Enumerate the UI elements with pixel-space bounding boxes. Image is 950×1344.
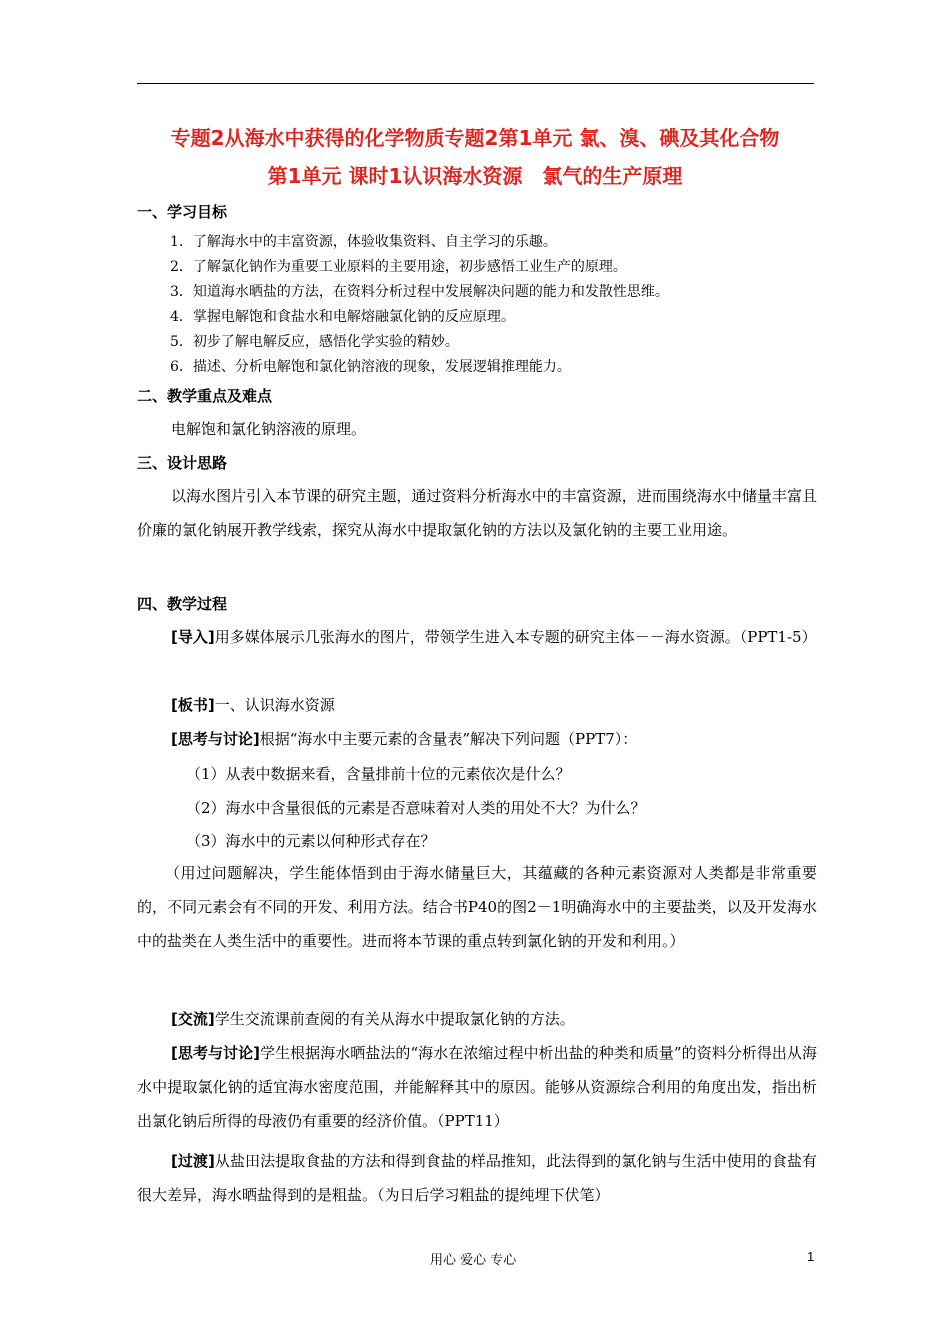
design-paragraph: 以海水图片引入本节课的研究主题，通过资料分析海水中的丰富资源，进而围绕海水中储量丰富且价廉的氯化钠展开教学线索，探究从海水中提取氯化钠的方法以及氯化钠的主要工业用途。 (137, 487, 817, 539)
section-heading-design: 三、设计思路 (137, 454, 228, 472)
discuss1-paragraph (137, 722, 817, 756)
objective-item: 2．了解氯化钠作为重要工业原料的主要用途，初步感悟工业生产的原理。 (170, 259, 627, 275)
board-text: 一、认识海水资源 (214, 696, 335, 714)
exchange-text: 学生交流课前查阅的有关从海水中提取氯化钠的方法。 (214, 1010, 575, 1028)
discuss2-paragraph (137, 1036, 817, 1138)
footer-text: 用心 爱心 专心 (430, 1253, 517, 1268)
question-item: （3）海水中的元素以何种形式存在？ (186, 832, 436, 850)
transition-tag: [过渡] (171, 1152, 215, 1170)
page-number: 1 (807, 1249, 815, 1264)
section-heading-process: 四、教学过程 (137, 595, 228, 613)
discuss1-tag: [思考与讨论] (171, 730, 260, 748)
objective-item: 3．知道海水晒盐的方法，在资料分析过程中发展解决问题的能力和发散性思维。 (170, 284, 669, 300)
transition-text: 从盐田法提取食盐的方法和得到食盐的样品推知，此法得到的氯化钠与生活中使用的食盐有很大差异，海水晒盐得到的是粗盐。（为日后学习粗盐的提纯埋下伏笔） (137, 1152, 817, 1204)
note-paragraph: （用过问题解决，学生能体悟到由于海水储量巨大，其蕴藏的各种元素资源对人类都是非常重要的，不同元素会有不同的开发、利用方法。结合书P40的图2－1明确海水中的主要盐类，以及开发海水中的盐类在人类生活中的重要性。进而将本节课的重点转到氯化钠的开发和利用。） (137, 864, 817, 950)
objective-item: 5．初步了解电解反应，感悟化学实验的精妙。 (170, 334, 459, 350)
objective-item: 1．了解海水中的丰富资源，体验收集资料、自主学习的乐趣。 (170, 234, 557, 250)
question-item: （1）从表中数据来看，含量排前十位的元素依次是什么？ (186, 765, 571, 783)
discuss2-text: 学生根据海水晒盐法的“海水在浓缩过程中析出盐的种类和质量”的资料分析得出从海水中提取氯化钠的适宜海水密度范围，并能解释其中的原因。能够从资源综合利用的角度出发，指出析出氯化钠后所得的母液仍有重要的经济价值。（PPT11） (137, 1044, 817, 1130)
doc-title-line1: 专题2从海水中获得的化学物质专题2第1单元 氯、溴、碘及其化合物 (170, 126, 780, 150)
section-heading-objectives: 一、学习目标 (137, 203, 228, 221)
discuss2-tag: [思考与讨论] (171, 1044, 260, 1062)
exchange-paragraph (137, 1002, 817, 1036)
objective-item: 6．描述、分析电解饱和氯化钠溶液的现象，发展逻辑推理能力。 (170, 359, 571, 375)
intro-tag: [导入] (171, 628, 215, 646)
board-paragraph (137, 688, 817, 722)
board-tag: [板书] (171, 696, 215, 714)
intro-text: 用多媒体展示几张海水的图片，带领学生进入本专题的研究主体－－海水资源。（PPT1-5） (214, 628, 817, 646)
header-rule (137, 83, 814, 84)
transition-paragraph (137, 1144, 817, 1212)
doc-title-line2: 第1单元 课时1认识海水资源 氯气的生产原理 (267, 164, 683, 188)
question-item: （2）海水中含量很低的元素是否意味着对人类的用处不大？为什么？ (186, 799, 646, 817)
section-heading-key-points: 二、教学重点及难点 (137, 387, 273, 405)
discuss1-text: 根据“海水中主要元素的含量表”解决下列问题（PPT7）： (259, 730, 638, 748)
key-points-text: 电解饱和氯化钠溶液的原理。 (171, 420, 367, 438)
exchange-tag: [交流] (171, 1010, 215, 1028)
intro-paragraph (137, 620, 817, 654)
objective-item: 4．掌握电解饱和食盐水和电解熔融氯化钠的反应原理。 (170, 309, 515, 325)
